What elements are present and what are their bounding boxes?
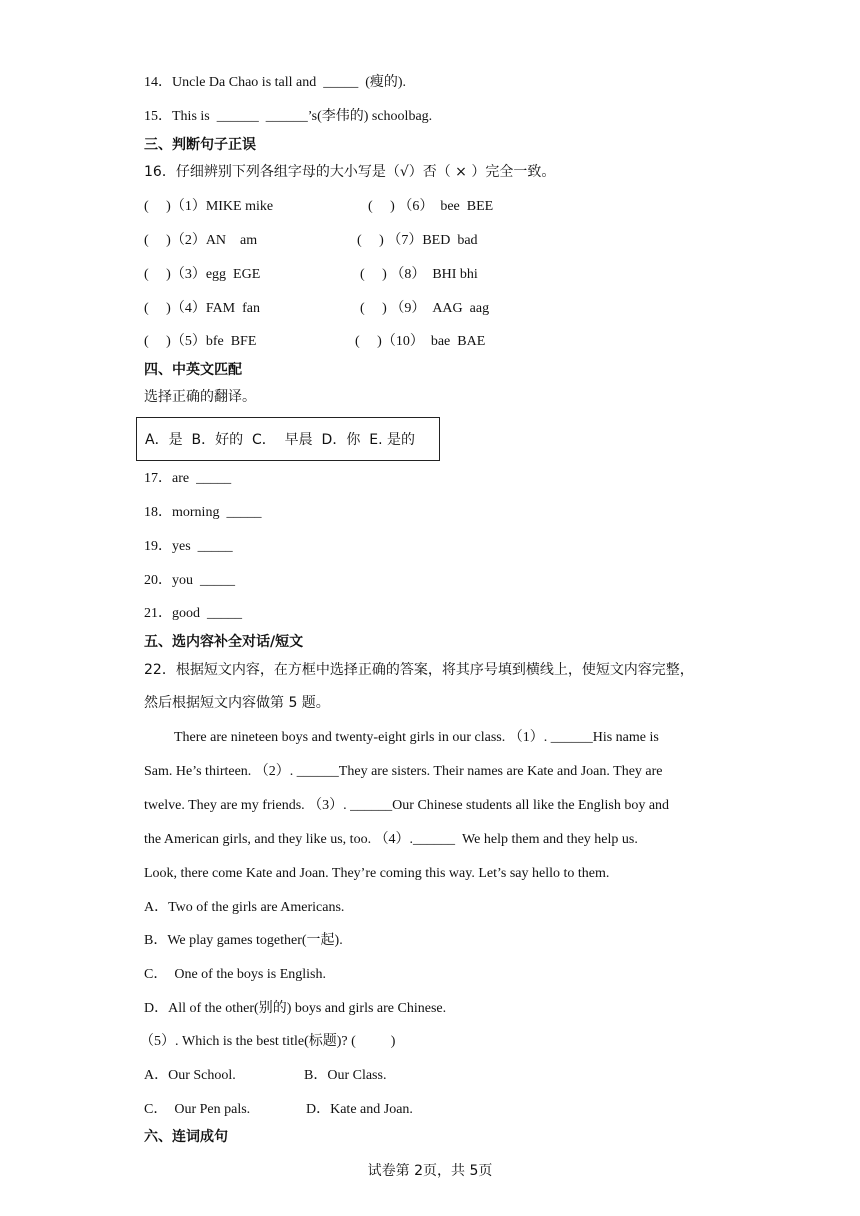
judge-row-4 xyxy=(144,299,744,319)
q5-option-b: B．Our Class. xyxy=(304,1068,387,1083)
passage-line-2: Sam. He’s thirteen. （2）. ______They are sisters. Their names are Kate and Joan. They are xyxy=(144,764,663,779)
matching-17: 17．are _____ xyxy=(144,471,232,486)
options-box xyxy=(136,417,440,461)
section-5-heading: 五、选内容补全对话/短文 xyxy=(144,634,304,650)
passage-line-1: There are nineteen boys and twenty-eight girls in our class. （1）. ______His name is xyxy=(174,730,659,745)
matching-19: 19．yes _____ xyxy=(144,539,233,554)
q5-options-row-1 xyxy=(144,1066,744,1086)
judge-item-9: ( ) （9） AAG aag xyxy=(360,301,490,316)
judge-item-6: ( ) （6） bee BEE xyxy=(368,199,494,214)
q5-option-c: C． Our Pen pals. xyxy=(144,1102,251,1117)
passage-line-4: the American girls, and they like us, too. （4）.______ We help them and they help us. xyxy=(144,832,638,847)
select-instruction: 选择正确的翻译。 xyxy=(144,389,256,405)
q5-option-d: D．Kate and Joan. xyxy=(306,1102,413,1117)
judge-row-5 xyxy=(144,332,744,352)
choice-a: A．Two of the girls are Americans. xyxy=(144,900,345,915)
choice-b: B．We play games together(一起). xyxy=(144,933,343,948)
choice-d: D．All of the other(别的) boys and girls are Chinese. xyxy=(144,1001,447,1016)
judge-item-5: ( )（5）bfe BFE xyxy=(144,334,257,349)
options-box-text: A．是 B．好的 C． 早晨 D．你 E. 是的 xyxy=(145,432,415,448)
judge-item-7: ( ) （7）BED bad xyxy=(357,233,478,248)
choice-c: C． One of the boys is English. xyxy=(144,967,326,982)
passage-line-3: twelve. They are my friends. （3）. ______Our Chinese students all like the English boy and xyxy=(144,798,670,813)
judge-row-1 xyxy=(144,197,744,217)
section-6-heading: 六、连词成句 xyxy=(144,1129,228,1145)
judge-row-3 xyxy=(144,265,744,285)
page-footer: 试卷第 2页，共 5页 xyxy=(367,1163,493,1179)
judge-row-2 xyxy=(144,231,744,251)
judge-item-10: ( )（10） bae BAE xyxy=(355,334,486,349)
question-16: 16．仔细辨别下列各组字母的大小写是（√）否（ × ）完全一致。 xyxy=(144,164,556,180)
judge-item-3: ( )（3）egg EGE xyxy=(144,267,261,282)
matching-20: 20．you _____ xyxy=(144,573,235,588)
question-22-line-2: 然后根据短文内容做第 5 题。 xyxy=(144,695,330,711)
matching-21: 21．good _____ xyxy=(144,606,242,621)
section-4-heading: 四、中英文匹配 xyxy=(144,362,242,378)
judge-item-1: ( )（1）MIKE mike xyxy=(144,199,274,214)
section-3-heading: 三、判断句子正误 xyxy=(144,137,256,153)
question-14: 14．Uncle Da Chao is tall and _____ (瘦的). xyxy=(144,75,407,90)
matching-18: 18．morning _____ xyxy=(144,505,262,520)
judge-item-2: ( )（2）AN am xyxy=(144,233,258,248)
question-5: （5）. Which is the best title(标题)? ( ) xyxy=(140,1034,396,1049)
passage-line-5: Look, there come Kate and Joan. They’re coming this way. Let’s say hello to them. xyxy=(144,866,610,881)
judge-item-4: ( )（4）FAM fan xyxy=(144,301,261,316)
question-22-line-1: 22．根据短文内容，在方框中选择正确的答案，将其序号填到横线上，使短文内容完整， xyxy=(144,662,694,678)
q5-options-row-2 xyxy=(144,1100,744,1120)
judge-item-8: ( ) （8） BHI bhi xyxy=(360,267,478,282)
question-15: 15．This is ______ ______’s(李伟的) schoolbag. xyxy=(144,109,433,124)
q5-option-a: A．Our School. xyxy=(144,1068,236,1083)
